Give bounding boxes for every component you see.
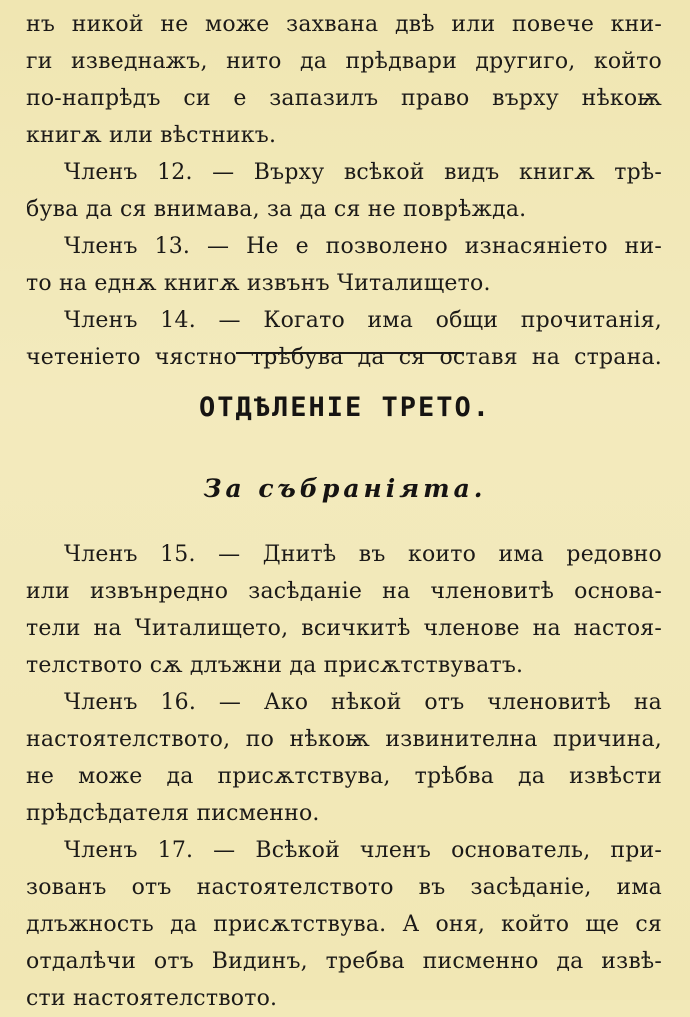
text-line: телството сѫ длъжни да присѫтствуватъ. (26, 653, 524, 678)
text-line: сти настоятелството. (26, 986, 278, 1011)
article-12-line: Членъ 12. — Върху всѣкой видъ книгѫ трѣ- (64, 160, 662, 185)
section-heading: ОТДѢЛЕНІЕ ТРЕТО. (198, 392, 492, 423)
article-16-line: Членъ 16. — Ако нѣкой отъ членовитѣ на (64, 690, 662, 715)
text-line: по-напрѣдъ си е запазилъ право върху нѣкоѭ (26, 86, 662, 111)
text-line: прѣдсѣдателя писменно. (26, 801, 320, 826)
text-line: то на еднѫ книгѫ извънъ Читалището. (26, 271, 491, 296)
text-line: четенiето чястно трѣбува да ся оставя на страна. (26, 345, 662, 370)
text-block-top (26, 6, 662, 376)
article-15-line: Членъ 15. — Днитѣ въ които има редовно (64, 542, 662, 567)
text-line: не може да присѫтствува, трѣбва да извѣсти (26, 764, 662, 789)
text-line: книгѫ или вѣстникъ. (26, 123, 277, 148)
text-line: ги изведнажъ, нито да прѣдвари другиго, който (26, 49, 662, 74)
text-line: зованъ отъ настоятелството въ засѣданiе, има (26, 875, 662, 900)
article-14-line: Членъ 14. — Когато има общи прочитанiя, (64, 308, 662, 333)
text-line: бува да ся внимава, за да ся не поврѣжда. (26, 197, 527, 222)
text-line: отдалѣчи отъ Видинъ, требва писменно да извѣ- (26, 949, 662, 974)
text-block-bottom (26, 536, 662, 1017)
text-line: длъжность да присѫтствува. А оня, който ще ся (26, 912, 662, 937)
text-line: тели на Читалището, всичкитѣ членове на настоя- (26, 616, 662, 641)
section-divider (236, 352, 464, 354)
article-13-line: Членъ 13. — Не е позволено изнасянiето ни- (64, 234, 662, 259)
text-line: нъ никой не може захвана двѣ или повече кни- (26, 12, 662, 37)
text-line: или извънредно засѣданiе на членовитѣ основа- (26, 579, 662, 604)
section-subheading: За събранiята. (203, 474, 487, 503)
article-17-line: Членъ 17. — Всѣкой членъ основатель, при- (64, 838, 662, 863)
text-line: настоятелството, по нѣкоѭ извинителна причина, (26, 727, 662, 752)
